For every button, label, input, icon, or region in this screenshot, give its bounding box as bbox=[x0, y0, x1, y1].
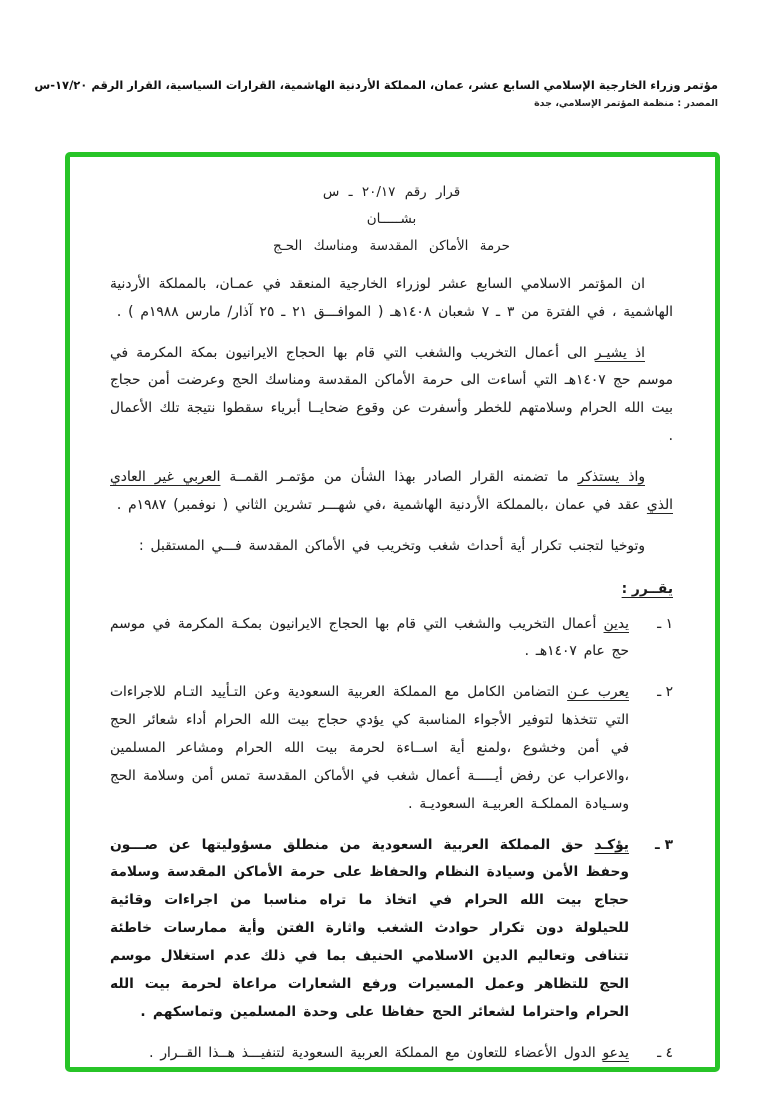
resolution-item bbox=[110, 832, 673, 1027]
resolution-item bbox=[110, 679, 673, 818]
source-header-title: مؤتمر وزراء الخارجية الإسلامي السابع عشر، عمان، المملكة الأردنية الهاشمية، القرارات السياسية، القرار الرقم ١٧/٢٠-س bbox=[34, 78, 718, 92]
scanned-document-frame bbox=[65, 152, 720, 1072]
preamble-paragraphs bbox=[110, 271, 673, 561]
item-number: ١ ـ bbox=[657, 615, 673, 632]
underlined-phrase: يدين bbox=[603, 615, 629, 632]
item-number: ٤ ـ bbox=[657, 1044, 673, 1061]
resolution-subject-line: حرمة الأماكن المقدسة ومناسك الحـج bbox=[273, 237, 510, 254]
source-header bbox=[34, 78, 718, 109]
resolution-regarding-line: بشـــــان bbox=[366, 210, 417, 227]
resolution-item bbox=[110, 611, 673, 667]
item-number: ٢ ـ bbox=[657, 684, 673, 701]
item-text bbox=[110, 832, 629, 1027]
decides-label bbox=[110, 581, 673, 597]
underlined-phrase: العربي غير العادي الذي bbox=[110, 468, 673, 513]
underlined-phrase: يؤكـد bbox=[594, 836, 629, 853]
text-segment: الى أعمال التخريب والشغب التي قام بها الحجاج الايرانيون بمكة المكرمة في موسم حج ١٤٠٧هـ التي أساءت الى حرمة الأماكن المقدسة ومناسك الحج وعرضت أمن حجاج بيت الله الحرام وسلامتهم للخطر وأسفرت عن وقوع ضحايــا أبرياء سقطوا نتيجة تلك الأعمال . bbox=[110, 344, 674, 445]
resolution-items bbox=[110, 611, 673, 1068]
resolution-item bbox=[110, 1040, 673, 1068]
text-segment: الدول الأعضاء للتعاون مع المملكة العربية السعودية لتنفيـــذ هــذا القــرار . bbox=[149, 1044, 603, 1061]
decides-word: يقــرر : bbox=[621, 580, 673, 597]
text-segment: أعمال التخريب والشغب التي قام بها الحجاج الايرانيون بمكـة المكرمة في موسم حج عام ١٤٠٧هـ . bbox=[110, 615, 629, 660]
source-header-origin: المصدر : منظمة المؤتمر الإسلامي، جدة bbox=[534, 98, 718, 109]
resolution-number-line: قرار رقم ٢٠/١٧ ـ س bbox=[322, 184, 461, 200]
underlined-phrase: يعرب عـن bbox=[567, 684, 629, 701]
preamble-paragraph bbox=[110, 340, 673, 451]
item-text bbox=[110, 679, 629, 818]
item-text bbox=[110, 1040, 629, 1068]
preamble-paragraph bbox=[110, 533, 673, 561]
underlined-phrase: واذ يستذكر bbox=[577, 468, 645, 485]
text-segment: عقد في عمان ،بالمملكة الأردنية الهاشمية ،في شهـــر تشرين الثاني ( نوفمبر) ١٩٨٧م . bbox=[116, 496, 647, 513]
preamble-paragraph bbox=[110, 464, 673, 520]
underlined-phrase: يدعو bbox=[602, 1044, 629, 1061]
item-number: ٣ ـ bbox=[655, 836, 673, 853]
text-segment: التضامن الكامل مع المملكة العربية السعودية وعن التـأييد التـام للاجراءات التي تتخذها لتوفير الأجواء المناسبة كي يؤدي حجاج بيت الله الحرام أداء شعائر الحج في أمن وخشوع ،ولمنع أية اســاءة لحرمة بيت الله الحرام ومشاعر المسلمين ،والاعراب عن رفض أيـــــة أعمال شغب في الأماكن المقدسة تمس أمن وسلامة الحج وسـيادة المملكـة العربيـة السعوديـة . bbox=[110, 684, 629, 812]
resolution-title-block bbox=[110, 181, 673, 258]
underlined-phrase: اذ يشيـر bbox=[594, 344, 645, 361]
text-segment: ان المؤتمر الاسلامي السابع عشر لوزراء الخارجية المنعقد في عمـان، بالمملكة الأردنية الهاشمية ، في الفترة من ٣ ـ ٧ شعبان ١٤٠٨هـ ( الموافـــق ٢١ ـ ٢٥ آذار/ مارس ١٩٨٨م ) . bbox=[110, 275, 673, 320]
preamble-paragraph bbox=[110, 271, 673, 327]
text-segment: حق المملكة العربية السعودية من منطلق مسؤوليتها عن صـــون وحفظ الأمن وسيادة النظام والحفاظ على حرمة الأماكن المقدسة وسلامة حجاج بيت الله الحرام في اتخاذ ما تراه مناسبا من اجراءات وقائية للحيلولة دون تكرار حوادث الشغب واثارة الفتن وأية ممارسات خاطئة تتنافى وتعاليم الدين الاسلامي الحنيف بما في ذلك عدم استغلال موسم الحج للتظاهر وعمل المسيرات ورفع الشعارات مراعاة لحرمة بيت الله الحرام واحتراما لشعائر الحج حفاظا على وحدة المسلمين وتماسكهم . bbox=[110, 836, 629, 1020]
item-text bbox=[110, 611, 629, 667]
text-segment: ما تضمنه القرار الصادر بهذا الشأن من مؤتمـر القمــة bbox=[220, 468, 578, 485]
text-segment: وتوخيا لتجنب تكرار أية أحداث شغب وتخريب في الأماكن المقدسة فـــي المستقبل : bbox=[139, 537, 645, 554]
